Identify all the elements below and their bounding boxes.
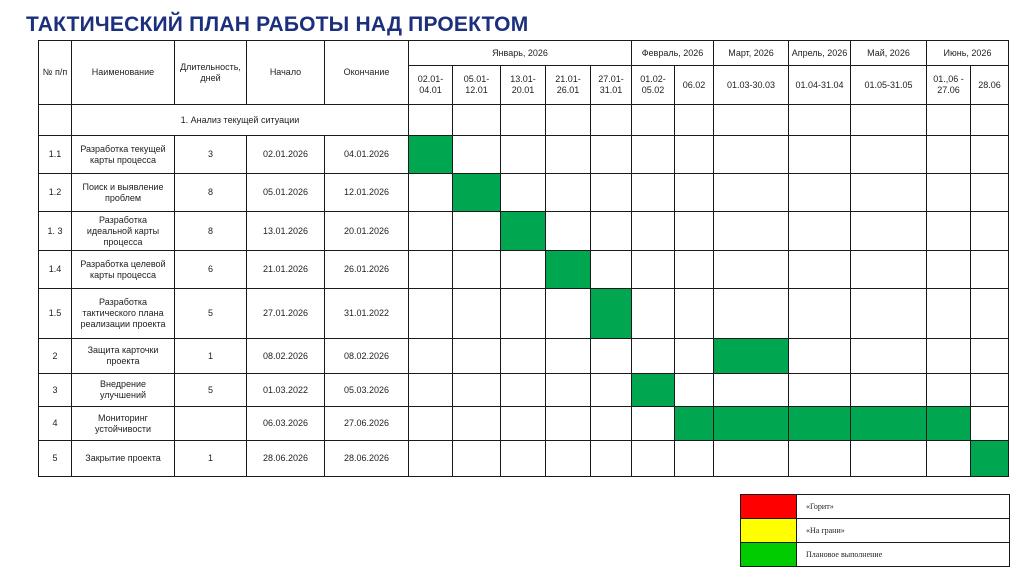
task-num: 1.2: [39, 174, 72, 212]
month-header: Июнь, 2026: [927, 41, 1009, 66]
task-duration: 1: [175, 339, 247, 374]
timeline-cell: [453, 289, 501, 339]
task-name: Разработка текущей карты процесса: [72, 136, 175, 174]
task-start: 06.03.2026: [247, 407, 325, 441]
timeline-cell: [675, 374, 714, 407]
gantt-bar: [789, 407, 851, 441]
task-duration: 3: [175, 136, 247, 174]
timeline-cell: [675, 174, 714, 212]
task-num: 1.5: [39, 289, 72, 339]
task-row: [39, 374, 1009, 407]
timeline-cell: [714, 441, 789, 477]
month-header: Апрель, 2026: [789, 41, 851, 66]
task-duration: [175, 407, 247, 441]
timeline-cell: [591, 339, 632, 374]
timeline-cell: [591, 212, 632, 251]
timeline-cell: [632, 251, 675, 289]
task-end: 04.01.2026: [325, 136, 409, 174]
task-row: [39, 407, 1009, 441]
timeline-cell: [501, 407, 546, 441]
task-start: 21.01.2026: [247, 251, 325, 289]
timeline-cell: [546, 441, 591, 477]
timeline-cell: [789, 289, 851, 339]
timeline-cell: [714, 212, 789, 251]
timeline-cell: [851, 212, 927, 251]
task-duration: 8: [175, 212, 247, 251]
timeline-cell: [927, 212, 971, 251]
timeline-cell: [675, 339, 714, 374]
task-end: 31.01.2022: [325, 289, 409, 339]
task-start: 28.06.2026: [247, 441, 325, 477]
timeline-cell: [971, 174, 1009, 212]
task-duration: 6: [175, 251, 247, 289]
timeline-cell: [501, 174, 546, 212]
gantt-bar: [453, 174, 501, 212]
period-header: 02.01-04.01: [409, 66, 453, 105]
timeline-cell: [409, 374, 453, 407]
task-end: 26.01.2026: [325, 251, 409, 289]
timeline-cell: [971, 136, 1009, 174]
timeline-cell: [546, 289, 591, 339]
task-name: Мониторинг устойчивости: [72, 407, 175, 441]
timeline-cell: [851, 441, 927, 477]
period-header: 27.01-31.01: [591, 66, 632, 105]
timeline-cell: [409, 174, 453, 212]
timeline-cell: [591, 407, 632, 441]
header-name: Наименование: [72, 41, 175, 105]
period-header: 01.03-30.03: [714, 66, 789, 105]
timeline-cell: [851, 136, 927, 174]
timeline-cell: [927, 289, 971, 339]
task-num: 1.4: [39, 251, 72, 289]
task-start: 02.01.2026: [247, 136, 325, 174]
timeline-cell: [927, 105, 971, 136]
timeline-cell: [501, 136, 546, 174]
timeline-cell: [632, 339, 675, 374]
timeline-cell: [851, 174, 927, 212]
timeline-cell: [789, 105, 851, 136]
gantt-bar: [409, 136, 453, 174]
task-num: 3: [39, 374, 72, 407]
period-header: 01.02-05.02: [632, 66, 675, 105]
task-name: Поиск и выявление проблем: [72, 174, 175, 212]
timeline-cell: [501, 441, 546, 477]
timeline-cell: [591, 251, 632, 289]
timeline-cell: [675, 136, 714, 174]
timeline-cell: [675, 289, 714, 339]
timeline-cell: [971, 374, 1009, 407]
month-header: Май, 2026: [851, 41, 927, 66]
timeline-cell: [632, 136, 675, 174]
timeline-cell: [546, 212, 591, 251]
timeline-cell: [971, 407, 1009, 441]
timeline-cell: [453, 136, 501, 174]
legend-row: [741, 543, 1010, 567]
timeline-cell: [789, 339, 851, 374]
legend-swatch: [741, 543, 797, 567]
timeline-cell: [927, 251, 971, 289]
timeline-cell: [971, 339, 1009, 374]
timeline-cell: [714, 251, 789, 289]
timeline-cell: [927, 339, 971, 374]
timeline-cell: [453, 339, 501, 374]
gantt-bar: [546, 251, 591, 289]
period-header: 13.01-20.01: [501, 66, 546, 105]
period-header: 28.06: [971, 66, 1009, 105]
timeline-cell: [851, 289, 927, 339]
header-num: № п/п: [39, 41, 72, 105]
timeline-cell: [714, 374, 789, 407]
timeline-cell: [851, 251, 927, 289]
timeline-cell: [501, 251, 546, 289]
gantt-bar: [675, 407, 714, 441]
timeline-cell: [591, 105, 632, 136]
task-row: [39, 289, 1009, 339]
timeline-cell: [971, 251, 1009, 289]
timeline-cell: [851, 374, 927, 407]
timeline-cell: [927, 374, 971, 407]
task-start: 08.02.2026: [247, 339, 325, 374]
timeline-cell: [632, 441, 675, 477]
timeline-cell: [927, 136, 971, 174]
timeline-cell: [501, 374, 546, 407]
header-duration: Длительность, дней: [175, 41, 247, 105]
legend-row: [741, 495, 1010, 519]
timeline-cell: [675, 251, 714, 289]
gantt-bar: [591, 289, 632, 339]
timeline-cell: [789, 441, 851, 477]
timeline-cell: [971, 105, 1009, 136]
timeline-cell: [789, 136, 851, 174]
timeline-cell: [591, 374, 632, 407]
timeline-cell: [714, 136, 789, 174]
timeline-cell: [971, 212, 1009, 251]
legend-label: Плановое выполнение: [797, 543, 1010, 567]
gantt-bar: [714, 407, 789, 441]
timeline-cell: [675, 441, 714, 477]
timeline-cell: [591, 136, 632, 174]
task-name: Разработка тактического плана реализации проекта: [72, 289, 175, 339]
month-header: Январь, 2026: [409, 41, 632, 66]
timeline-cell: [632, 407, 675, 441]
month-header: Март, 2026: [714, 41, 789, 66]
task-start: 13.01.2026: [247, 212, 325, 251]
timeline-cell: [546, 105, 591, 136]
gantt-bar: [632, 374, 675, 407]
task-duration: 8: [175, 174, 247, 212]
timeline-cell: [546, 407, 591, 441]
timeline-cell: [409, 105, 453, 136]
task-name: Защита карточки проекта: [72, 339, 175, 374]
timeline-cell: [409, 407, 453, 441]
timeline-cell: [789, 212, 851, 251]
task-name: Разработка целевой карты процесса: [72, 251, 175, 289]
period-header: 06.02: [675, 66, 714, 105]
timeline-cell: [546, 174, 591, 212]
task-end: 27.06.2026: [325, 407, 409, 441]
task-num: 1. 3: [39, 212, 72, 251]
task-start: 01.03.2022: [247, 374, 325, 407]
task-row: [39, 441, 1009, 477]
timeline-cell: [714, 105, 789, 136]
timeline-cell: [714, 289, 789, 339]
task-end: 12.01.2026: [325, 174, 409, 212]
task-duration: 5: [175, 289, 247, 339]
task-name: Внедрение улучшений: [72, 374, 175, 407]
period-header: 01.05-31.05: [851, 66, 927, 105]
legend-label: «На грани»: [797, 519, 1010, 543]
timeline-cell: [546, 374, 591, 407]
timeline-cell: [409, 339, 453, 374]
page-title: ТАКТИЧЕСКИЙ ПЛАН РАБОТЫ НАД ПРОЕКТОМ: [26, 13, 529, 36]
gantt-bar: [501, 212, 546, 251]
section-row: [39, 105, 1009, 136]
task-end: 28.06.2026: [325, 441, 409, 477]
task-duration: 1: [175, 441, 247, 477]
legend-swatch: [741, 495, 797, 519]
timeline-cell: [632, 105, 675, 136]
timeline-cell: [546, 339, 591, 374]
timeline-cell: [453, 441, 501, 477]
period-header: 21.01-26.01: [546, 66, 591, 105]
task-duration: 5: [175, 374, 247, 407]
timeline-cell: [501, 339, 546, 374]
task-num: 2: [39, 339, 72, 374]
timeline-cell: [453, 374, 501, 407]
task-end: 05.03.2026: [325, 374, 409, 407]
task-row: [39, 212, 1009, 251]
legend-label: «Горит»: [797, 495, 1010, 519]
header-row-months: [39, 41, 1009, 66]
timeline-cell: [409, 212, 453, 251]
task-end: 08.02.2026: [325, 339, 409, 374]
task-num: 5: [39, 441, 72, 477]
gantt-bar: [927, 407, 971, 441]
timeline-cell: [546, 136, 591, 174]
gantt-bar: [714, 339, 789, 374]
timeline-cell: [789, 174, 851, 212]
task-start: 05.01.2026: [247, 174, 325, 212]
task-row: [39, 174, 1009, 212]
timeline-cell: [453, 212, 501, 251]
gantt-bar: [971, 441, 1009, 477]
period-header: 01.04-31.04: [789, 66, 851, 105]
timeline-cell: [927, 441, 971, 477]
header-end: Окончание: [325, 41, 409, 105]
section-label: 1. Анализ текущей ситуации: [72, 105, 409, 136]
timeline-cell: [927, 174, 971, 212]
timeline-cell: [591, 174, 632, 212]
task-num: 1.1: [39, 136, 72, 174]
timeline-cell: [501, 105, 546, 136]
timeline-cell: [409, 251, 453, 289]
legend-table: [740, 494, 1010, 567]
timeline-cell: [591, 441, 632, 477]
timeline-cell: [409, 441, 453, 477]
section-num: [39, 105, 72, 136]
timeline-cell: [409, 289, 453, 339]
task-name: Разработка идеальной карты процесса: [72, 212, 175, 251]
timeline-cell: [632, 212, 675, 251]
timeline-cell: [851, 339, 927, 374]
task-row: [39, 251, 1009, 289]
month-header: Февраль, 2026: [632, 41, 714, 66]
timeline-cell: [971, 289, 1009, 339]
task-num: 4: [39, 407, 72, 441]
timeline-cell: [453, 105, 501, 136]
timeline-cell: [851, 105, 927, 136]
timeline-cell: [453, 251, 501, 289]
legend-swatch: [741, 519, 797, 543]
timeline-cell: [632, 174, 675, 212]
header-start: Начало: [247, 41, 325, 105]
timeline-cell: [501, 289, 546, 339]
timeline-cell: [714, 174, 789, 212]
legend-row: [741, 519, 1010, 543]
gantt-bar: [851, 407, 927, 441]
period-header: 01.,06 - 27.06: [927, 66, 971, 105]
task-end: 20.01.2026: [325, 212, 409, 251]
timeline-cell: [675, 212, 714, 251]
task-start: 27.01.2026: [247, 289, 325, 339]
gantt-table: [38, 40, 1009, 477]
period-header: 05.01-12.01: [453, 66, 501, 105]
task-row: [39, 136, 1009, 174]
timeline-cell: [632, 289, 675, 339]
timeline-cell: [789, 251, 851, 289]
timeline-cell: [453, 407, 501, 441]
timeline-cell: [675, 105, 714, 136]
task-row: [39, 339, 1009, 374]
timeline-cell: [789, 374, 851, 407]
task-name: Закрытие проекта: [72, 441, 175, 477]
